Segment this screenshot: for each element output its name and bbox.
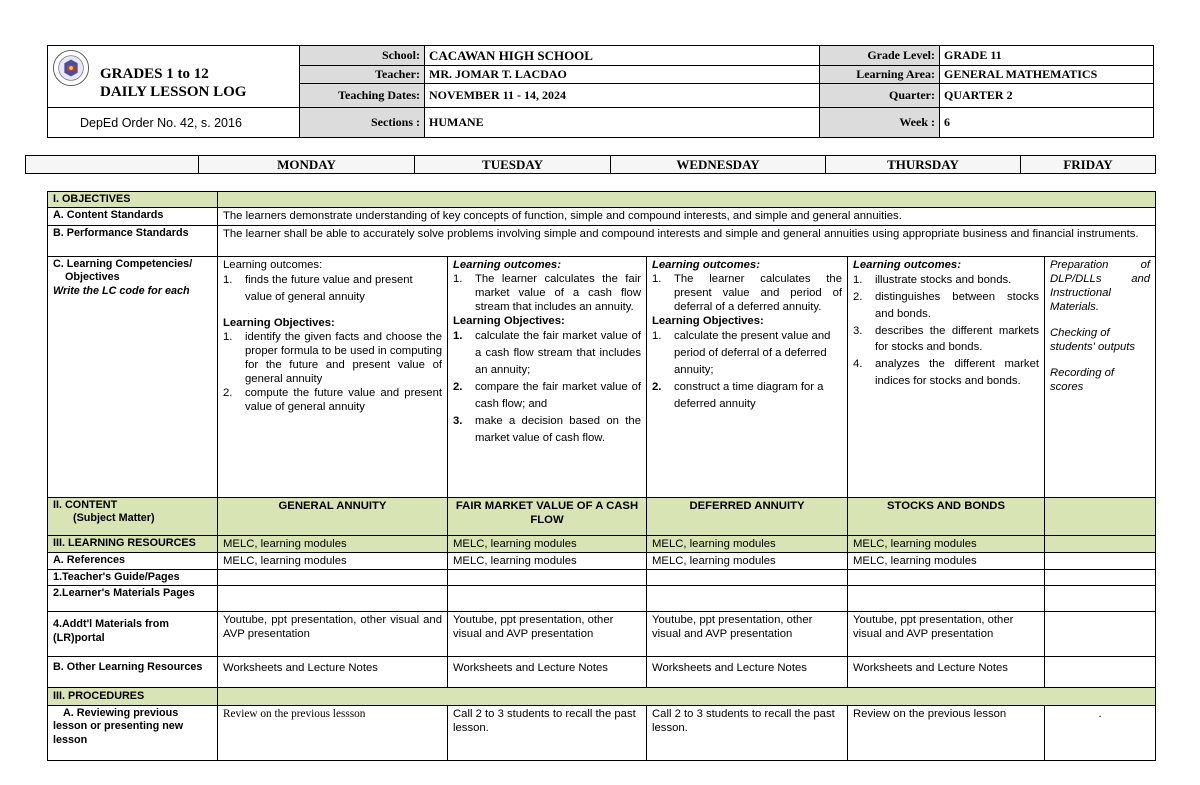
references-wednesday: MELC, learning modules xyxy=(647,552,848,569)
procedures-fill xyxy=(218,688,1156,705)
list-item: 3. describes the different markets for stocks and bonds. xyxy=(853,324,1039,354)
content-standards-value: The learners demonstrate understanding of key concepts of function, simple and compound interests, and simple and general annuities. xyxy=(218,208,1156,225)
content-monday: GENERAL ANNUITY xyxy=(218,497,448,535)
grade-level-value: GRADE 11 xyxy=(940,46,1154,66)
review-label-line1: A. Reviewing previous xyxy=(63,706,179,719)
friday-line2: Checking of students' outputs xyxy=(1050,327,1136,354)
competencies-label-line2: Objectives xyxy=(65,271,120,284)
references-label: A. References xyxy=(48,552,218,569)
competencies-thursday xyxy=(848,256,1045,497)
procedures-label: III. PROCEDURES xyxy=(48,688,218,705)
week-value: 6 xyxy=(940,108,1154,138)
learning-area-value: GENERAL MATHEMATICS xyxy=(940,66,1154,84)
day-tuesday: TUESDAY xyxy=(415,156,611,174)
row-procedures xyxy=(48,688,1156,705)
teachers-guide-label: 1.Teacher's Guide/Pages xyxy=(48,569,218,585)
teaching-dates-label: Teaching Dates: xyxy=(300,84,425,108)
row-objectives xyxy=(48,192,1156,208)
content-tuesday: FAIR MARKET VALUE OF A CASH FLOW xyxy=(448,497,647,535)
learning-resources-label: III. LEARNING RESOURCES xyxy=(48,535,218,552)
other-resources-label: B. Other Learning Resources xyxy=(48,657,218,688)
wednesday-outcomes-title: Learning outcomes: xyxy=(652,258,760,271)
day-wednesday: WEDNESDAY xyxy=(611,156,826,174)
list-item: 1. calculate the fair market value of a cash flow stream that includes an annuity; xyxy=(453,330,641,377)
row-references xyxy=(48,552,1156,569)
review-monday: Review on the previous lessson xyxy=(218,705,448,760)
review-wednesday: Call 2 to 3 students to recall the past lesson. xyxy=(647,705,848,760)
thursday-outcomes-title: Learning outcomes: xyxy=(853,258,961,271)
list-item: 1. The learner calculates the present value and period of deferral of a deferred annuity. xyxy=(652,272,842,313)
list-item: 1. identify the given facts and choose the proper formula to be used in computing for the future and present value of general annuity xyxy=(223,330,442,386)
teacher-value: MR. JOMAR T. LACDAO xyxy=(425,66,820,84)
row-learners-materials xyxy=(48,586,1156,612)
teaching-dates-value: NOVEMBER 11 - 14, 2024 xyxy=(425,84,820,108)
title-daily-lesson-log: DAILY LESSON LOG xyxy=(100,84,247,100)
days-blank-cell xyxy=(26,156,199,174)
learning-resources-friday xyxy=(1045,535,1156,552)
references-thursday: MELC, learning modules xyxy=(848,552,1045,569)
wednesday-objectives-list xyxy=(652,328,842,413)
quarter-label: Quarter: xyxy=(820,84,940,108)
content-label-line2: (Subject Matter) xyxy=(73,512,155,525)
additional-materials-thursday: Youtube, ppt presentation, other visual and AVP presentation xyxy=(848,612,1045,657)
week-label: Week : xyxy=(820,108,940,138)
lesson-log-table xyxy=(47,191,1156,761)
review-friday: . xyxy=(1045,705,1156,760)
tuesday-objectives-title: Learning Objectives: xyxy=(453,315,565,328)
review-label xyxy=(48,705,218,760)
content-wednesday: DEFERRED ANNUITY xyxy=(647,497,848,535)
learning-resources-thursday: MELC, learning modules xyxy=(848,535,1045,552)
performance-standards-label: B. Performance Standards xyxy=(48,225,218,256)
tuesday-outcomes-list xyxy=(453,272,641,314)
monday-outcomes-title: Learning outcomes: xyxy=(223,258,323,271)
tuesday-outcomes-title: Learning outcomes: xyxy=(453,258,561,271)
additional-materials-label-line2: (LR)portal xyxy=(53,631,105,644)
sections-label: Sections : xyxy=(300,108,425,138)
row-teachers-guide xyxy=(48,569,1156,585)
references-monday: MELC, learning modules xyxy=(218,552,448,569)
monday-objectives-title: Learning Objectives: xyxy=(223,316,335,329)
learners-materials-label: 2.Learner's Materials Pages xyxy=(48,586,218,612)
friday-line3: Recording of scores xyxy=(1050,367,1115,394)
additional-materials-monday: Youtube, ppt presentation, other visual and AVP presentation xyxy=(218,612,448,657)
other-resources-tuesday: Worksheets and Lecture Notes xyxy=(448,657,647,688)
list-item: 1. finds the future value and present value of general annuity xyxy=(223,273,413,303)
content-label xyxy=(48,497,218,535)
school-label: School: xyxy=(300,46,425,66)
deped-order: DepEd Order No. 42, s. 2016 xyxy=(48,108,300,138)
day-monday: MONDAY xyxy=(199,156,415,174)
wednesday-outcomes-list xyxy=(652,272,842,314)
row-performance-standards xyxy=(48,225,1156,256)
review-thursday: Review on the previous lesson xyxy=(848,705,1045,760)
list-item: 2. distinguishes between stocks and bonds. xyxy=(853,290,1039,320)
list-item: 4. analyzes the different market indices for stocks and bonds. xyxy=(853,358,1039,388)
references-tuesday: MELC, learning modules xyxy=(448,552,647,569)
row-competencies xyxy=(48,256,1156,497)
list-item: 1. calculate the present value and period of deferral of a deferred annuity; xyxy=(652,330,831,377)
list-item: 2. compare the fair market value of cash flow; and xyxy=(453,380,641,410)
competencies-label-line3: Write the LC code for each xyxy=(53,284,190,297)
references-friday xyxy=(1045,552,1156,569)
learning-resources-wednesday: MELC, learning modules xyxy=(647,535,848,552)
deped-seal-icon xyxy=(52,49,90,87)
additional-materials-label xyxy=(48,612,218,657)
quarter-value: QUARTER 2 xyxy=(940,84,1154,108)
row-learning-resources xyxy=(48,535,1156,552)
list-item: 2. construct a time diagram for a deferred annuity xyxy=(652,380,824,410)
review-label-line3: lesson xyxy=(53,733,88,746)
grade-level-label: Grade Level: xyxy=(820,46,940,66)
list-item: 1. The learner calculates the fair market value of a cash flow stream that includes an annuity. xyxy=(453,272,641,313)
content-label-line1: II. CONTENT xyxy=(53,498,118,511)
row-content-standards xyxy=(48,208,1156,225)
days-strip xyxy=(25,155,1156,174)
objectives-label: I. OBJECTIVES xyxy=(48,192,218,208)
tuesday-objectives-list xyxy=(453,328,641,447)
competencies-tuesday xyxy=(448,256,647,497)
competencies-label xyxy=(48,256,218,497)
row-review xyxy=(48,705,1156,760)
day-friday: FRIDAY xyxy=(1021,156,1156,174)
additional-materials-label-line1: 4.Addt'l Materials from xyxy=(53,618,169,631)
title-grades: GRADES 1 to 12 xyxy=(100,66,209,82)
additional-materials-wednesday: Youtube, ppt presentation, other visual and AVP presentation xyxy=(647,612,848,657)
row-content xyxy=(48,497,1156,535)
review-tuesday: Call 2 to 3 students to recall the past lesson. xyxy=(448,705,647,760)
header-brand xyxy=(48,46,300,108)
other-resources-wednesday: Worksheets and Lecture Notes xyxy=(647,657,848,688)
teacher-label: Teacher: xyxy=(300,66,425,84)
performance-standards-value: The learner shall be able to accurately solve problems involving simple and compound interests and simple and general annuities using appropriate business and financial instruments. xyxy=(218,225,1156,256)
learning-resources-tuesday: MELC, learning modules xyxy=(448,535,647,552)
day-thursday: THURSDAY xyxy=(826,156,1021,174)
list-item: 1. illustrate stocks and bonds. xyxy=(853,273,1012,286)
competencies-friday xyxy=(1045,256,1156,497)
competencies-label-line1: C. Learning Competencies/ xyxy=(53,257,193,270)
objectives-fill xyxy=(218,192,1156,208)
other-resources-monday: Worksheets and Lecture Notes xyxy=(218,657,448,688)
other-resources-thursday: Worksheets and Lecture Notes xyxy=(848,657,1045,688)
content-standards-label: A. Content Standards xyxy=(48,208,218,225)
friday-line1: Preparation of DLP/DLLs and Instructional Materials. xyxy=(1050,258,1151,313)
row-additional-materials xyxy=(48,612,1156,657)
thursday-outcomes-list xyxy=(853,272,1039,391)
content-friday xyxy=(1045,497,1156,535)
header-table xyxy=(47,45,1154,138)
competencies-monday xyxy=(218,256,448,497)
learning-resources-monday: MELC, learning modules xyxy=(218,535,448,552)
monday-outcomes-list xyxy=(223,272,442,306)
sections-value: HUMANE xyxy=(425,108,820,138)
additional-materials-tuesday: Youtube, ppt presentation, other visual and AVP presentation xyxy=(448,612,647,657)
list-item: 2. compute the future value and present value of general annuity xyxy=(223,387,442,414)
learning-area-label: Learning Area: xyxy=(820,66,940,84)
wednesday-objectives-title: Learning Objectives: xyxy=(652,315,764,328)
content-thursday: STOCKS AND BONDS xyxy=(848,497,1045,535)
list-item: 3. make a decision based on the market value of cash flow. xyxy=(453,414,641,444)
monday-objectives-list xyxy=(223,330,442,415)
review-label-line2: lesson or presenting new xyxy=(53,720,184,733)
competencies-wednesday xyxy=(647,256,848,497)
row-other-resources xyxy=(48,657,1156,688)
school-value: CACAWAN HIGH SCHOOL xyxy=(425,46,820,66)
